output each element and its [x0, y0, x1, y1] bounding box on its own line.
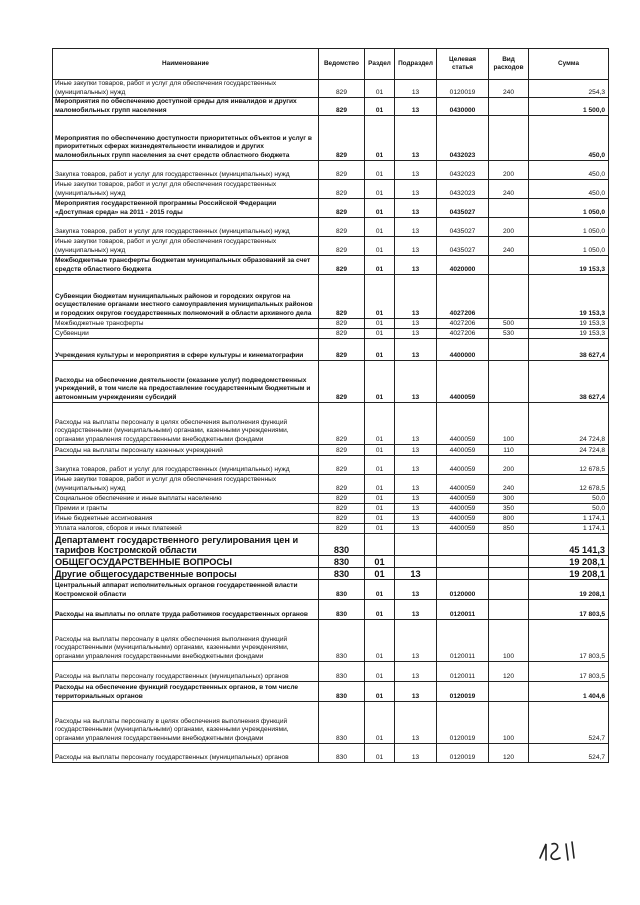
cell-razdel: 01 [365, 514, 395, 524]
cell-expense-type [489, 568, 529, 580]
cell-podrazdel: 13 [395, 514, 437, 524]
table-row [53, 237, 609, 256]
cell-name: Другие общегосударственные вопросы [53, 568, 319, 580]
cell-expense-type: 850 [489, 524, 529, 534]
cell-podrazdel: 13 [395, 339, 437, 361]
cell-target-article: 0120019 [437, 80, 489, 98]
cell-sum: 19 208,1 [529, 580, 609, 600]
cell-expense-type [489, 116, 529, 161]
cell-podrazdel: 13 [395, 600, 437, 620]
header-razdel: Раздел [365, 49, 395, 80]
cell-podrazdel: 13 [395, 237, 437, 256]
cell-razdel: 01 [365, 218, 395, 237]
cell-name: Расходы на обеспечение деятельности (оказание услуг) подведомственных учреждений, в том числе на предоставление государственным бюджетным и автономным учреждениям субсидий [53, 361, 319, 403]
cell-sum: 1 050,0 [529, 218, 609, 237]
cell-podrazdel: 13 [395, 445, 437, 456]
cell-expense-type: 240 [489, 80, 529, 98]
cell-expense-type: 240 [489, 180, 529, 199]
cell-expense-type: 100 [489, 403, 529, 445]
cell-sum: 19 153,3 [529, 329, 609, 339]
cell-vedomstvo: 829 [319, 339, 365, 361]
table-row [53, 403, 609, 445]
cell-podrazdel: 13 [395, 199, 437, 218]
cell-name: Расходы на выплаты персоналу в целях обеспечения выполнения функций государственными (муниципальными) органами, казенными учреждениями, органами управления государственными внебюджетными фондами [53, 702, 319, 744]
cell-razdel: 01 [365, 256, 395, 275]
cell-expense-type: 200 [489, 161, 529, 180]
cell-podrazdel: 13 [395, 744, 437, 763]
cell-sum: 524,7 [529, 702, 609, 744]
cell-razdel: 01 [365, 237, 395, 256]
table-body [53, 80, 609, 763]
cell-vedomstvo: 829 [319, 504, 365, 514]
cell-sum: 1 500,0 [529, 98, 609, 116]
cell-name: Иные закупки товаров, работ и услуг для обеспечения государственных (муниципальных) нужд [53, 475, 319, 494]
cell-sum: 1 050,0 [529, 237, 609, 256]
cell-target-article: 0120019 [437, 682, 489, 702]
cell-podrazdel: 13 [395, 256, 437, 275]
table-row [53, 361, 609, 403]
cell-vedomstvo: 829 [319, 403, 365, 445]
cell-podrazdel: 13 [395, 98, 437, 116]
cell-name: Расходы на выплаты персоналу в целях обеспечения выполнения функций государственными (муниципальными) органами, казенными учреждениями, органами управления государственными внебюджетными фондами [53, 403, 319, 445]
cell-expense-type: 500 [489, 319, 529, 329]
table-header-row [53, 49, 609, 80]
cell-expense-type: 120 [489, 744, 529, 763]
cell-razdel: 01 [365, 80, 395, 98]
cell-razdel: 01 [365, 98, 395, 116]
table-row [53, 161, 609, 180]
cell-vedomstvo: 829 [319, 275, 365, 319]
cell-expense-type: 800 [489, 514, 529, 524]
cell-sum: 1 174,1 [529, 514, 609, 524]
table-row [53, 445, 609, 456]
table-row [53, 682, 609, 702]
cell-name: Уплата налогов, сборов и иных платежей [53, 524, 319, 534]
cell-razdel: 01 [365, 662, 395, 682]
cell-name: Закупка товаров, работ и услуг для государственных (муниципальных) нужд [53, 161, 319, 180]
cell-sum: 12 678,5 [529, 475, 609, 494]
budget-table [52, 48, 609, 763]
table-row [53, 275, 609, 319]
table-row [53, 256, 609, 275]
cell-razdel: 01 [365, 475, 395, 494]
cell-expense-type [489, 199, 529, 218]
cell-vedomstvo: 829 [319, 456, 365, 475]
cell-vedomstvo: 829 [319, 237, 365, 256]
budget-table-sheet [52, 48, 608, 763]
cell-target-article: 0120011 [437, 600, 489, 620]
cell-target-article: 4400059 [437, 524, 489, 534]
table-row [53, 329, 609, 339]
table-row [53, 568, 609, 580]
cell-vedomstvo: 830 [319, 744, 365, 763]
cell-expense-type: 350 [489, 504, 529, 514]
cell-razdel: 01 [365, 445, 395, 456]
cell-expense-type [489, 98, 529, 116]
cell-razdel: 01 [365, 504, 395, 514]
cell-podrazdel: 13 [395, 329, 437, 339]
cell-vedomstvo: 829 [319, 80, 365, 98]
cell-name: Закупка товаров, работ и услуг для государственных (муниципальных) нужд [53, 218, 319, 237]
cell-razdel: 01 [365, 361, 395, 403]
cell-razdel: 01 [365, 180, 395, 199]
cell-expense-type: 100 [489, 620, 529, 662]
table-row [53, 80, 609, 98]
header-podrazdel: Подраздел [395, 49, 437, 80]
cell-vedomstvo: 830 [319, 556, 365, 568]
cell-name: Иные бюджетные ассигнования [53, 514, 319, 524]
cell-target-article: 0432023 [437, 161, 489, 180]
cell-expense-type [489, 600, 529, 620]
cell-razdel: 01 [365, 339, 395, 361]
cell-target-article: 0120019 [437, 702, 489, 744]
cell-target-article: 4400059 [437, 403, 489, 445]
cell-target-article: 0432023 [437, 180, 489, 199]
cell-target-article [437, 534, 489, 556]
cell-target-article: 0120000 [437, 580, 489, 600]
cell-razdel: 01 [365, 456, 395, 475]
table-row [53, 319, 609, 329]
cell-vedomstvo: 829 [319, 445, 365, 456]
cell-razdel: 01 [365, 556, 395, 568]
cell-name: Расходы на выплаты персоналу государственных (муниципальных) органов [53, 744, 319, 763]
cell-target-article: 4020000 [437, 256, 489, 275]
cell-sum: 1 404,6 [529, 682, 609, 702]
cell-podrazdel: 13 [395, 524, 437, 534]
cell-expense-type: 240 [489, 237, 529, 256]
cell-sum: 450,0 [529, 180, 609, 199]
cell-podrazdel: 13 [395, 403, 437, 445]
cell-razdel: 01 [365, 403, 395, 445]
cell-podrazdel: 13 [395, 80, 437, 98]
cell-sum: 45 141,3 [529, 534, 609, 556]
cell-expense-type [489, 339, 529, 361]
cell-sum: 12 678,5 [529, 456, 609, 475]
cell-name: Расходы на выплаты по оплате труда работников государственных органов [53, 600, 319, 620]
cell-name: Учреждения культуры и мероприятия в сфере культуры и кинематографии [53, 339, 319, 361]
cell-sum: 1 174,1 [529, 524, 609, 534]
cell-target-article [437, 568, 489, 580]
cell-vedomstvo: 829 [319, 199, 365, 218]
cell-expense-type [489, 580, 529, 600]
cell-podrazdel: 13 [395, 161, 437, 180]
cell-razdel: 01 [365, 682, 395, 702]
cell-vedomstvo: 829 [319, 180, 365, 199]
table-row [53, 524, 609, 534]
cell-sum: 50,0 [529, 494, 609, 504]
cell-name: Расходы на выплаты персоналу в целях обеспечения выполнения функций государственными (муниципальными) органами, казенными учреждениями, органами управления государственными внебюджетными фондами [53, 620, 319, 662]
cell-vedomstvo: 829 [319, 494, 365, 504]
cell-name: Межбюджетные трансферты [53, 319, 319, 329]
cell-podrazdel: 13 [395, 702, 437, 744]
cell-name: Иные закупки товаров, работ и услуг для обеспечения государственных (муниципальных) нужд [53, 80, 319, 98]
table-row [53, 744, 609, 763]
cell-vedomstvo: 830 [319, 662, 365, 682]
cell-vedomstvo: 829 [319, 524, 365, 534]
table-row [53, 600, 609, 620]
cell-razdel: 01 [365, 319, 395, 329]
cell-sum: 450,0 [529, 161, 609, 180]
cell-expense-type: 240 [489, 475, 529, 494]
cell-razdel: 01 [365, 329, 395, 339]
table-row [53, 456, 609, 475]
cell-vedomstvo: 829 [319, 514, 365, 524]
cell-razdel: 01 [365, 702, 395, 744]
cell-expense-type [489, 275, 529, 319]
table-row [53, 662, 609, 682]
table-row [53, 504, 609, 514]
cell-target-article: 0430000 [437, 98, 489, 116]
cell-sum: 254,3 [529, 80, 609, 98]
cell-vedomstvo: 830 [319, 580, 365, 600]
table-row [53, 199, 609, 218]
header-expense-type: Вид расходов [489, 49, 529, 80]
handwritten-page-number [536, 838, 580, 864]
table-row [53, 218, 609, 237]
cell-vedomstvo: 829 [319, 116, 365, 161]
cell-target-article: 0435027 [437, 218, 489, 237]
cell-target-article: 4400059 [437, 514, 489, 524]
cell-expense-type: 120 [489, 662, 529, 682]
cell-name: Иные закупки товаров, работ и услуг для обеспечения государственных (муниципальных) нужд [53, 237, 319, 256]
cell-target-article: 4027206 [437, 329, 489, 339]
cell-name: Расходы на выплаты персоналу казенных учреждений [53, 445, 319, 456]
cell-sum: 19 208,1 [529, 568, 609, 580]
cell-expense-type: 530 [489, 329, 529, 339]
cell-vedomstvo: 830 [319, 620, 365, 662]
cell-razdel: 01 [365, 568, 395, 580]
cell-name: Субвенции [53, 329, 319, 339]
cell-target-article: 0435027 [437, 237, 489, 256]
cell-podrazdel: 13 [395, 180, 437, 199]
header-target-article: Целевая статья [437, 49, 489, 80]
cell-name: Мероприятия государственной программы Российской Федерации «Доступная среда» на 2011 - 2015 годы [53, 199, 319, 218]
cell-name: Социальное обеспечение и иные выплаты населению [53, 494, 319, 504]
cell-sum: 19 153,3 [529, 275, 609, 319]
cell-vedomstvo: 830 [319, 702, 365, 744]
cell-target-article: 0120011 [437, 620, 489, 662]
cell-razdel: 01 [365, 580, 395, 600]
cell-podrazdel: 13 [395, 504, 437, 514]
cell-sum: 24 724,8 [529, 445, 609, 456]
cell-vedomstvo: 829 [319, 256, 365, 275]
cell-target-article: 4400000 [437, 339, 489, 361]
table-row [53, 620, 609, 662]
cell-podrazdel [395, 556, 437, 568]
cell-name: ОБЩЕГОСУДАРСТВЕННЫЕ ВОПРОСЫ [53, 556, 319, 568]
cell-razdel: 01 [365, 600, 395, 620]
cell-target-article: 4400059 [437, 494, 489, 504]
cell-sum: 24 724,8 [529, 403, 609, 445]
cell-name: Иные закупки товаров, работ и услуг для обеспечения государственных (муниципальных) нужд [53, 180, 319, 199]
cell-vedomstvo: 829 [319, 161, 365, 180]
table-row [53, 475, 609, 494]
cell-name: Мероприятия по обеспечению доступной среды для инвалидов и других маломобильных групп населения [53, 98, 319, 116]
table-row [53, 556, 609, 568]
cell-podrazdel: 13 [395, 275, 437, 319]
cell-name: Межбюджетные трансферты бюджетам муниципальных образований за счет средств областного бюджета [53, 256, 319, 275]
table-row [53, 580, 609, 600]
cell-expense-type [489, 534, 529, 556]
header-vedomstvo: Ведомство [319, 49, 365, 80]
table-row [53, 534, 609, 556]
cell-target-article [437, 556, 489, 568]
cell-razdel [365, 534, 395, 556]
cell-sum: 38 627,4 [529, 339, 609, 361]
cell-target-article: 0432023 [437, 116, 489, 161]
table-row [53, 514, 609, 524]
cell-expense-type: 100 [489, 702, 529, 744]
cell-podrazdel: 13 [395, 361, 437, 403]
cell-sum: 19 153,3 [529, 319, 609, 329]
cell-target-article: 4400059 [437, 504, 489, 514]
table-row [53, 116, 609, 161]
cell-target-article: 4400059 [437, 361, 489, 403]
cell-expense-type [489, 682, 529, 702]
cell-vedomstvo: 830 [319, 534, 365, 556]
table-row [53, 180, 609, 199]
cell-expense-type [489, 256, 529, 275]
table-row [53, 702, 609, 744]
cell-vedomstvo: 830 [319, 568, 365, 580]
cell-podrazdel: 13 [395, 620, 437, 662]
cell-sum: 38 627,4 [529, 361, 609, 403]
cell-expense-type: 110 [489, 445, 529, 456]
cell-podrazdel: 13 [395, 218, 437, 237]
cell-expense-type: 300 [489, 494, 529, 504]
table-row [53, 494, 609, 504]
cell-podrazdel: 13 [395, 494, 437, 504]
cell-razdel: 01 [365, 275, 395, 319]
cell-vedomstvo: 829 [319, 98, 365, 116]
cell-razdel: 01 [365, 494, 395, 504]
cell-vedomstvo: 830 [319, 600, 365, 620]
cell-podrazdel: 13 [395, 116, 437, 161]
cell-sum: 50,0 [529, 504, 609, 514]
cell-target-article: 4400059 [437, 456, 489, 475]
cell-sum: 19 153,3 [529, 256, 609, 275]
cell-vedomstvo: 829 [319, 218, 365, 237]
cell-podrazdel: 13 [395, 319, 437, 329]
table-row [53, 339, 609, 361]
cell-razdel: 01 [365, 199, 395, 218]
cell-vedomstvo: 829 [319, 329, 365, 339]
cell-podrazdel [395, 534, 437, 556]
cell-vedomstvo: 829 [319, 475, 365, 494]
cell-target-article: 4027206 [437, 275, 489, 319]
cell-name: Субвенции бюджетам муниципальных районов и городских округов на осуществление органами местного самоуправления муниципальных районов и городских округов государственных полномочий в области архивного дела [53, 275, 319, 319]
cell-name: Расходы на выплаты персоналу государственных (муниципальных) органов [53, 662, 319, 682]
cell-sum: 524,7 [529, 744, 609, 763]
cell-sum: 17 803,5 [529, 620, 609, 662]
table-row [53, 98, 609, 116]
header-name: Наименование [53, 49, 319, 80]
cell-target-article: 4400059 [437, 445, 489, 456]
cell-expense-type [489, 556, 529, 568]
cell-sum: 17 803,5 [529, 600, 609, 620]
cell-razdel: 01 [365, 116, 395, 161]
cell-name: Департамент государственного регулирования цен и тарифов Костромской области [53, 534, 319, 556]
cell-podrazdel: 13 [395, 682, 437, 702]
cell-vedomstvo: 829 [319, 361, 365, 403]
cell-razdel: 01 [365, 744, 395, 763]
cell-podrazdel: 13 [395, 662, 437, 682]
cell-razdel: 01 [365, 161, 395, 180]
cell-target-article: 4400059 [437, 475, 489, 494]
cell-vedomstvo: 829 [319, 319, 365, 329]
cell-sum: 450,0 [529, 116, 609, 161]
cell-sum: 1 050,0 [529, 199, 609, 218]
cell-name: Закупка товаров, работ и услуг для государственных (муниципальных) нужд [53, 456, 319, 475]
cell-razdel: 01 [365, 620, 395, 662]
cell-expense-type: 200 [489, 456, 529, 475]
header-sum: Сумма [529, 49, 609, 80]
cell-podrazdel: 13 [395, 580, 437, 600]
cell-podrazdel: 13 [395, 475, 437, 494]
cell-name: Премии и гранты [53, 504, 319, 514]
cell-name: Расходы на обеспечение функций государственных органов, в том числе территориальных органов [53, 682, 319, 702]
cell-name: Центральный аппарат исполнительных органов государственной власти Костромской области [53, 580, 319, 600]
cell-vedomstvo: 830 [319, 682, 365, 702]
cell-target-article: 0120019 [437, 744, 489, 763]
cell-podrazdel: 13 [395, 568, 437, 580]
cell-razdel: 01 [365, 524, 395, 534]
cell-expense-type: 200 [489, 218, 529, 237]
cell-expense-type [489, 361, 529, 403]
cell-podrazdel: 13 [395, 456, 437, 475]
cell-target-article: 0120011 [437, 662, 489, 682]
cell-sum: 19 208,1 [529, 556, 609, 568]
cell-sum: 17 803,5 [529, 662, 609, 682]
cell-target-article: 0435027 [437, 199, 489, 218]
cell-target-article: 4027206 [437, 319, 489, 329]
cell-name: Мероприятия по обеспечению доступности приоритетных объектов и услуг в приоритетных сферах жизнедеятельности инвалидов и других маломобильных групп населения за счет средств областного бюджета [53, 116, 319, 161]
